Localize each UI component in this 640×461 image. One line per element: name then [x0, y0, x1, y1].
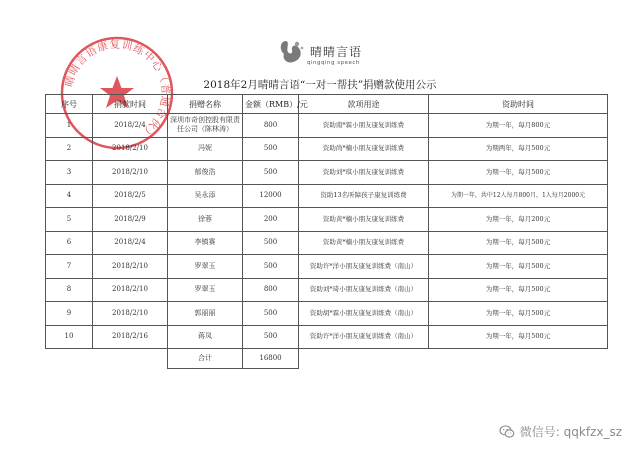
cell-period: 为期一年，共中12人每月800月，1人每月2000元	[429, 184, 608, 208]
header-index: 序号	[46, 95, 93, 114]
total-value: 16800	[243, 349, 299, 369]
cell-usage: 资助刘*琪小朋友康复训练费	[299, 161, 429, 185]
cell-index: 3	[46, 161, 93, 185]
cell-usage: 资助胡*霖小朋友康复训练费（南山）	[299, 302, 429, 326]
header-amount: 金额（RMB）/元	[243, 95, 299, 114]
donation-usage-table	[45, 94, 608, 369]
cell-donor: 冯妮	[168, 137, 243, 161]
wechat-id-text: 微信号: qqkfzx_sz	[519, 425, 622, 439]
cell-index: 8	[46, 278, 93, 302]
cell-date: 2018/2/10	[93, 255, 168, 279]
cell-period: 为期一年，每月500元	[429, 278, 608, 302]
brand-subtitle: qingqing speech	[307, 60, 360, 66]
cell-amount: 500	[243, 325, 299, 349]
cell-period: 为期一年，每月500元	[429, 231, 608, 255]
cell-amount: 500	[243, 137, 299, 161]
cell-date: 2018/2/5	[93, 184, 168, 208]
brand-logo-mark-icon	[277, 38, 307, 66]
table-total-row	[46, 349, 608, 369]
cell-index: 10	[46, 325, 93, 349]
table-row	[46, 114, 608, 138]
cell-usage: 资助13名听障孩子康复训练费	[299, 184, 429, 208]
cell-period: 为期一年，每月500元	[429, 161, 608, 185]
cell-amount: 12000	[243, 184, 299, 208]
cell-amount: 500	[243, 161, 299, 185]
table-row	[46, 278, 608, 302]
cell-donor: 吴永添	[168, 184, 243, 208]
table-header-row	[46, 95, 608, 114]
cell-date: 2018/2/10	[93, 137, 168, 161]
table-row	[46, 231, 608, 255]
wechat-icon	[499, 425, 515, 439]
total-label: 合计	[168, 349, 243, 369]
cell-usage: 资助许*洋小朋友康复训练费（南山）	[299, 325, 429, 349]
cell-date: 2018/2/9	[93, 208, 168, 232]
cell-amount: 800	[243, 114, 299, 138]
cell-index: 1	[46, 114, 93, 138]
table-row	[46, 208, 608, 232]
brand-logo	[277, 38, 397, 74]
cell-amount: 200	[243, 208, 299, 232]
cell-date: 2018/2/4	[93, 114, 168, 138]
cell-date: 2018/2/10	[93, 302, 168, 326]
cell-donor: 郁俊浩	[168, 161, 243, 185]
cell-donor: 罗翠玉	[168, 255, 243, 279]
cell-index: 6	[46, 231, 93, 255]
cell-donor: 罗翠玉	[168, 278, 243, 302]
header-donor-name: 捐赠名称	[168, 95, 243, 114]
cell-period: 为期一年，每月500元	[429, 302, 608, 326]
brand-name: 晴晴言语	[310, 45, 363, 59]
cell-date: 2018/2/16	[93, 325, 168, 349]
svg-text:晴晴言语康复训练中心（普通合伙）: 晴晴言语康复训练中心（普通合伙）	[63, 38, 172, 141]
cell-date: 2018/2/4	[93, 231, 168, 255]
cell-donor: 郭丽丽	[168, 302, 243, 326]
cell-period: 为期一年，每月200元	[429, 208, 608, 232]
cell-usage: 资助刘*琦小朋友康复训练费（南山）	[299, 278, 429, 302]
cell-period: 为期一年，每月500元	[429, 255, 608, 279]
header-fund-usage: 款项用途	[299, 95, 429, 114]
wechat-watermark	[499, 423, 622, 440]
header-funding-period: 资助时间	[429, 95, 608, 114]
cell-usage: 资助黄*楠小朋友康复训练费	[299, 208, 429, 232]
cell-date: 2018/2/10	[93, 278, 168, 302]
cell-index: 2	[46, 137, 93, 161]
cell-date: 2018/2/10	[93, 161, 168, 185]
table-row	[46, 255, 608, 279]
cell-amount: 500	[243, 302, 299, 326]
table-row	[46, 302, 608, 326]
cell-donor: 徐蓉	[168, 208, 243, 232]
cell-period: 为期两年，每月500元	[429, 137, 608, 161]
cell-donor: 李镇赛	[168, 231, 243, 255]
cell-index: 4	[46, 184, 93, 208]
table-row	[46, 137, 608, 161]
header-donation-date: 捐款时间	[93, 95, 168, 114]
cell-period: 为期一年，每月800元	[429, 114, 608, 138]
cell-donor: 蒋凤	[168, 325, 243, 349]
cell-amount: 500	[243, 231, 299, 255]
table-row	[46, 161, 608, 185]
cell-index: 5	[46, 208, 93, 232]
cell-period: 为期一年，每月500元	[429, 325, 608, 349]
cell-usage: 资助黄*楠小朋友康复训练费	[299, 231, 429, 255]
page-title: 2018年2月晴晴言语“一对一帮扶”捐赠款使用公示	[203, 79, 437, 91]
cell-usage: 资助许*洋小朋友康复训练费（南山）	[299, 255, 429, 279]
cell-usage: 资助南*霖小朋友康复训练费	[299, 114, 429, 138]
cell-donor: 深圳市奇创控股有限责任公司（陈林涛）	[168, 114, 243, 138]
table-row	[46, 184, 608, 208]
cell-index: 9	[46, 302, 93, 326]
cell-amount: 800	[243, 278, 299, 302]
table-row	[46, 325, 608, 349]
cell-usage: 资助尚*楠小朋友康复训练费	[299, 137, 429, 161]
cell-index: 7	[46, 255, 93, 279]
cell-amount: 500	[243, 255, 299, 279]
